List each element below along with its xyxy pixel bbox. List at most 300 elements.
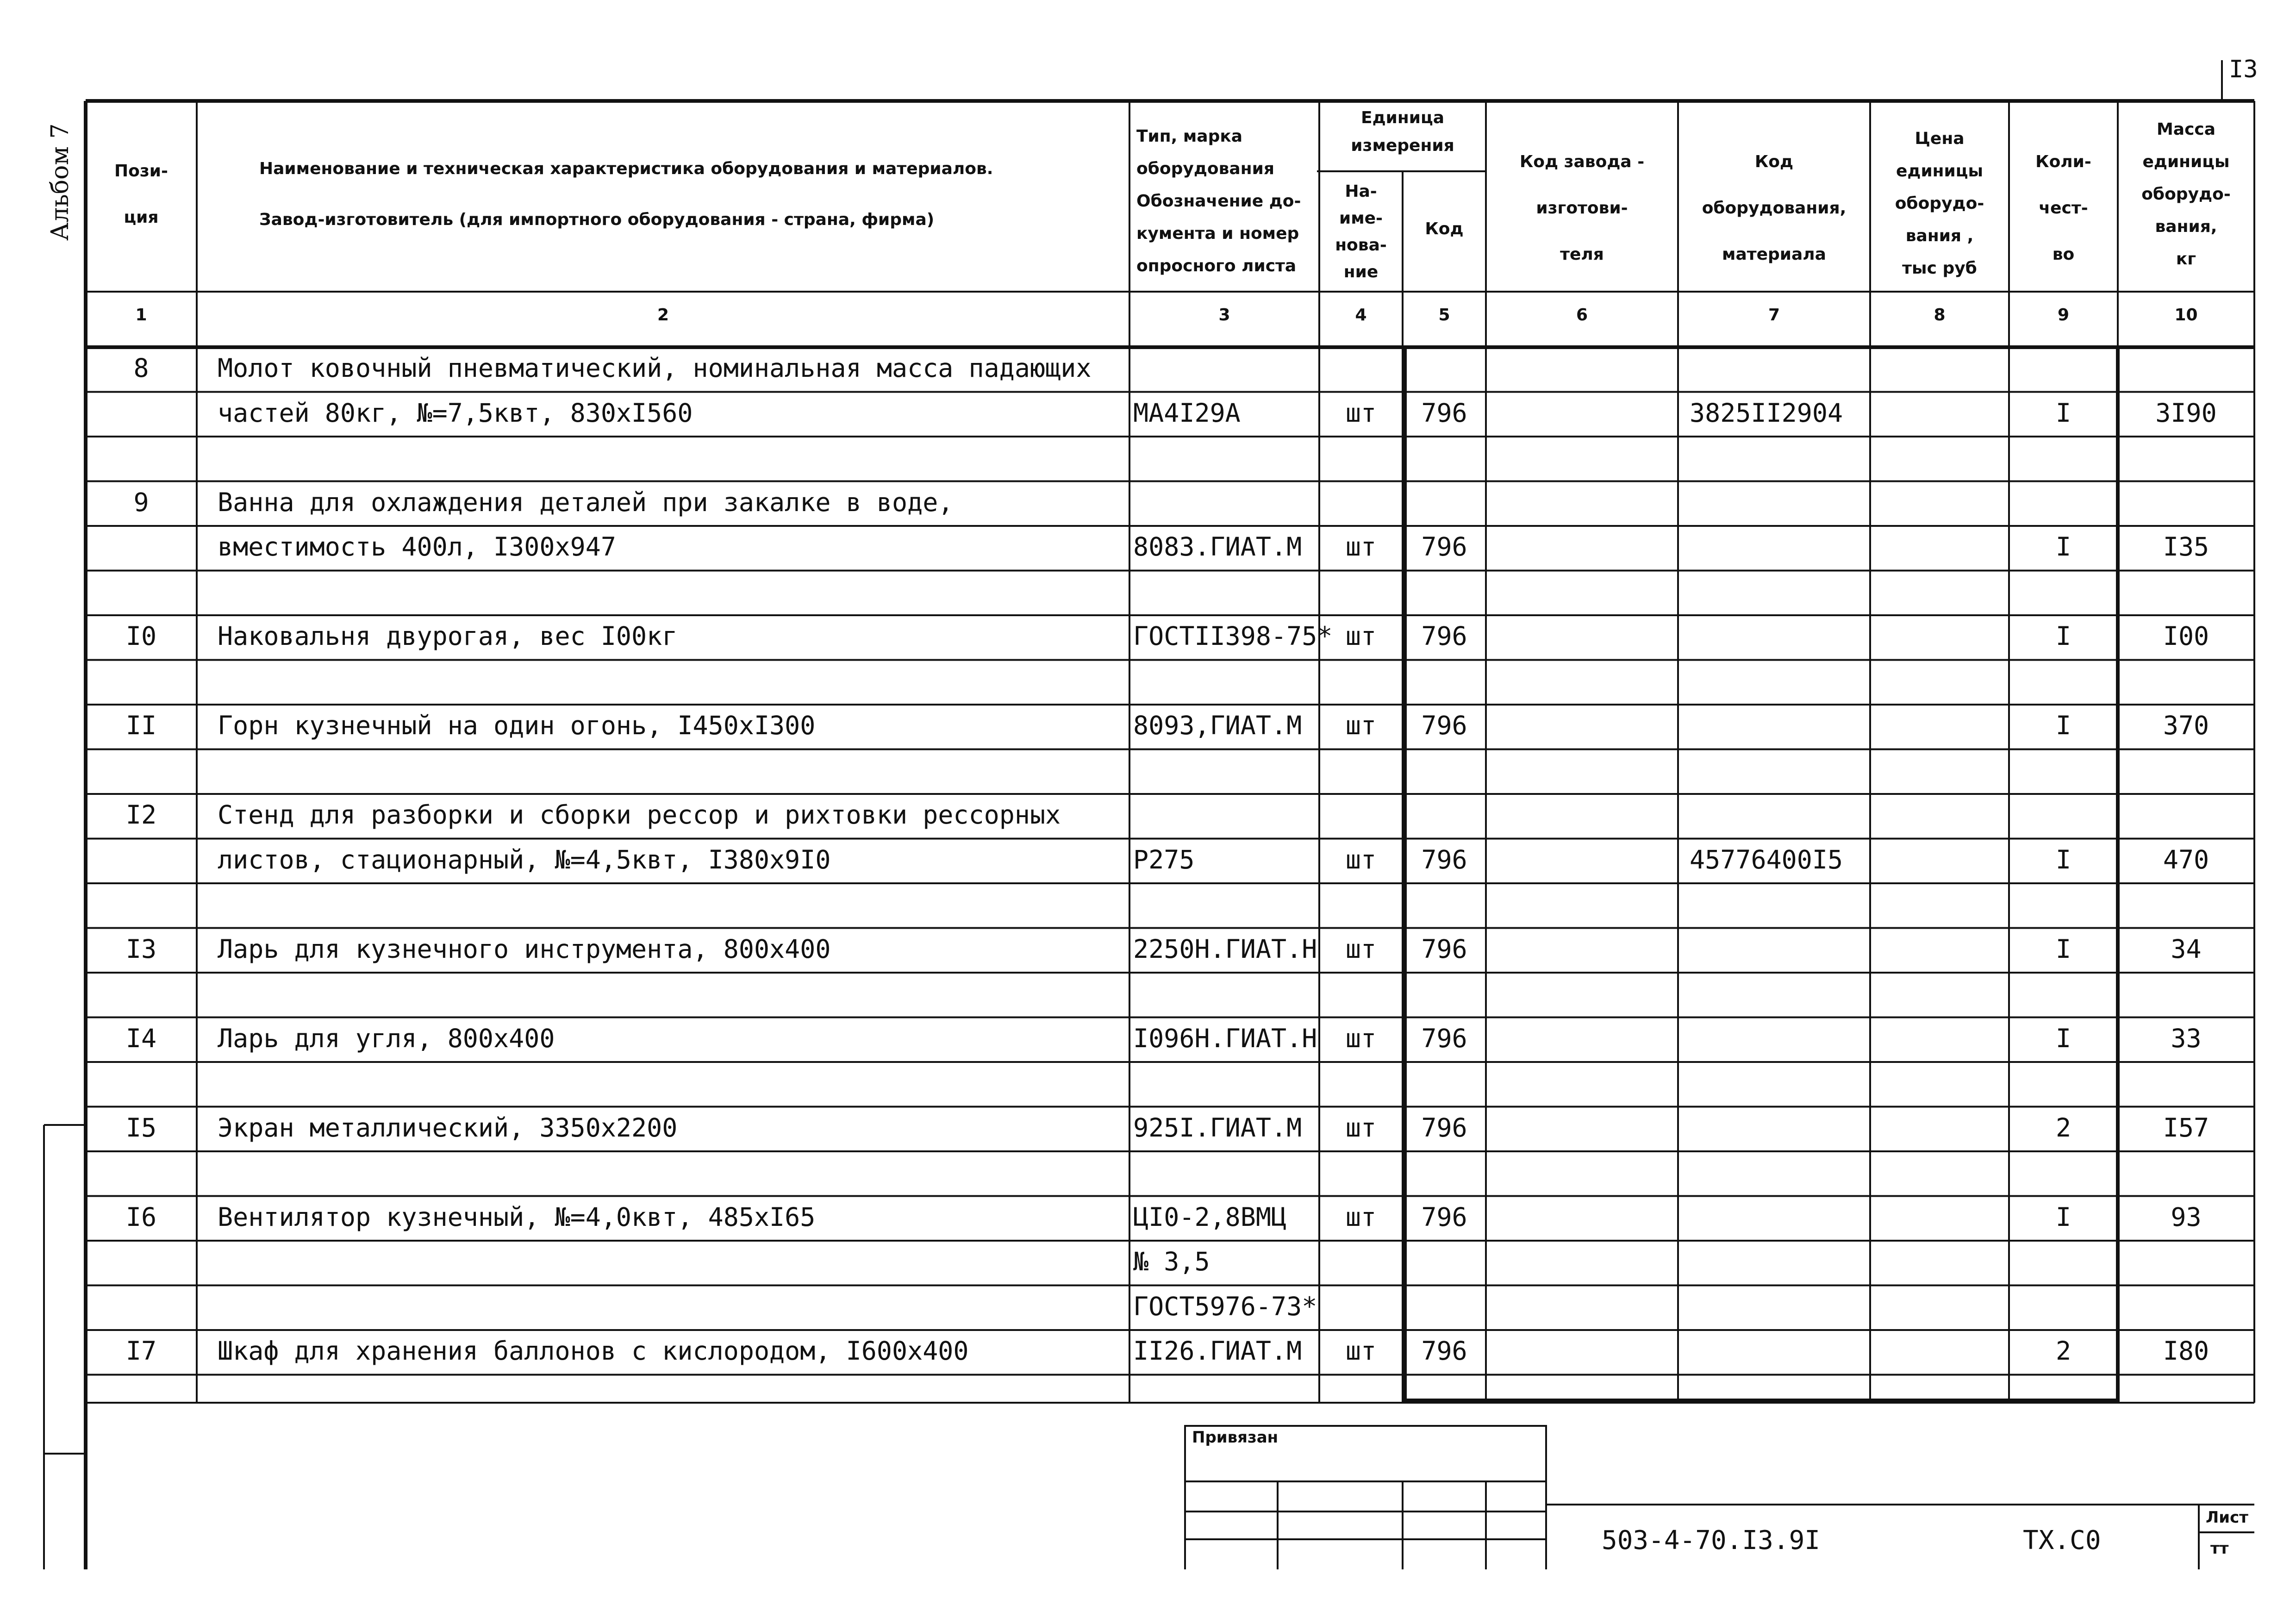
cell-code: 796 — [1421, 844, 1467, 874]
cell-factory — [1486, 1194, 1678, 1240]
cell-pos: I6 — [125, 1202, 157, 1232]
header-unit-group-line: измерения — [1351, 136, 1454, 155]
cell-name — [218, 1373, 1125, 1418]
linked-label: Привязан — [1192, 1428, 1279, 1447]
cell-equip-code: 3825II2904 — [1690, 398, 1843, 428]
header-unit-name-line: На- — [1345, 182, 1377, 201]
cell-mass: 370 — [2163, 711, 2209, 740]
cell-equip-code — [1690, 1239, 1868, 1284]
cell-unit: шт — [1345, 1023, 1377, 1053]
cell-mass: 93 — [2171, 1202, 2202, 1232]
cell-equip-code — [1690, 1016, 1868, 1061]
cell-price — [1870, 881, 2009, 927]
cell-name: Стенд для разборки и сборки рессор и рихтовки рессорных — [218, 800, 1061, 830]
cell-code — [1403, 971, 1486, 1016]
cell-code: 796 — [1421, 1202, 1467, 1232]
cell-pos — [86, 658, 197, 704]
cell-type: 925I.ГИАТ.М — [1133, 1112, 1302, 1143]
cell-type: МА4I29А — [1133, 398, 1241, 428]
col-number-10: 10 — [2174, 306, 2198, 325]
cell-mass — [2118, 569, 2254, 614]
cell-pos: 8 — [133, 353, 149, 383]
cell-factory — [1486, 1149, 1678, 1195]
header-quantity-line: во — [2052, 245, 2075, 264]
cell-unit — [1319, 881, 1403, 927]
cell-price — [1870, 1284, 2009, 1329]
cell-unit: шт — [1345, 711, 1377, 740]
cell-equip-code — [1690, 1149, 1868, 1195]
cell-type — [1133, 792, 1318, 837]
cell-factory — [1486, 480, 1678, 525]
header-price-line: Цена — [1915, 129, 1965, 148]
cell-type: 2250Н.ГИАТ.Н — [1133, 934, 1317, 964]
cell-type: Р275 — [1133, 844, 1195, 874]
cell-price — [1870, 1016, 2009, 1061]
header-price-line: оборудо- — [1895, 194, 1984, 213]
cell-price — [1870, 1105, 2009, 1150]
cell-unit — [1319, 345, 1403, 391]
cell-code — [1403, 1239, 1486, 1284]
cell-unit — [1319, 1239, 1403, 1284]
cell-pos — [86, 1149, 197, 1195]
cell-name: Наковальня двурогая, вес I00кг — [218, 621, 678, 651]
header-mass-line: Масса — [2156, 120, 2216, 139]
cell-pos — [86, 524, 197, 569]
header-factory-code-line: теля — [1560, 245, 1604, 264]
cell-name: листов, стационарный, №=4,5квт, I380х9I0 — [218, 844, 831, 874]
cell-name: Экран металлический, 3350х2200 — [218, 1112, 678, 1143]
cell-code — [1403, 345, 1486, 391]
cell-name: Вентилятор кузнечный, №=4,0квт, 485хI65 — [218, 1202, 816, 1232]
cell-equip-code: 45776400I5 — [1690, 844, 1843, 874]
cell-pos — [86, 837, 197, 882]
cell-unit — [1319, 480, 1403, 525]
cell-pos: I0 — [125, 621, 157, 651]
cell-unit: шт — [1345, 1202, 1377, 1232]
document-code: 503-4-70.I3.9I — [1602, 1525, 1821, 1555]
cell-qty — [2009, 792, 2118, 837]
header-unit-group-line: Единица — [1361, 108, 1444, 127]
cell-type — [1133, 569, 1318, 614]
cell-pos — [86, 1239, 197, 1284]
cell-name: частей 80кг, №=7,5квт, 830хI560 — [218, 398, 693, 428]
cell-mass — [2118, 1284, 2254, 1329]
cell-code: 796 — [1421, 532, 1467, 562]
cell-name: Молот ковочный пневматический, номинальная масса падающих — [218, 353, 1092, 383]
cell-pos — [86, 748, 197, 793]
cell-unit: шт — [1345, 844, 1377, 874]
album-label: Альбом 7 — [46, 123, 74, 241]
cell-price — [1870, 1373, 2009, 1418]
cell-mass: I00 — [2163, 621, 2209, 651]
header-price-line: вания , — [1905, 226, 1974, 245]
cell-qty: I — [2055, 398, 2071, 428]
header-quantity-line: чест- — [2039, 199, 2088, 218]
cell-qty: I — [2055, 532, 2071, 562]
cell-code: 796 — [1421, 711, 1467, 740]
cell-factory — [1486, 1016, 1678, 1061]
cell-factory — [1486, 390, 1678, 436]
cell-qty — [2009, 569, 2118, 614]
cell-factory — [1486, 345, 1678, 391]
cell-mass — [2118, 748, 2254, 793]
header-type-line: кумента и номер — [1136, 224, 1299, 243]
cell-qty — [2009, 1284, 2118, 1329]
cell-type — [1133, 345, 1318, 391]
cell-factory — [1486, 1284, 1678, 1329]
cell-type — [1133, 1149, 1318, 1195]
header-equipment-code-line: Код — [1754, 152, 1794, 171]
cell-unit: шт — [1345, 621, 1377, 651]
cell-equip-code — [1690, 613, 1868, 659]
cell-price — [1870, 748, 2009, 793]
cell-factory — [1486, 1239, 1678, 1284]
cell-mass — [2118, 881, 2254, 927]
cell-type: ГОСТ5976-73* — [1133, 1291, 1317, 1321]
header-type-line: опросного листа — [1136, 256, 1297, 275]
cell-pos: I5 — [125, 1112, 157, 1143]
cell-unit — [1319, 1149, 1403, 1195]
cell-code — [1403, 1373, 1486, 1418]
cell-code — [1403, 480, 1486, 525]
cell-qty: 2 — [2055, 1112, 2071, 1143]
sheet-label: Лист — [2206, 1508, 2248, 1527]
cell-equip-code — [1690, 881, 1868, 927]
header-factory-code-line: изготови- — [1536, 199, 1628, 218]
col-number-4: 4 — [1355, 306, 1367, 325]
cell-qty — [2009, 658, 2118, 704]
cell-pos — [86, 569, 197, 614]
header-price — [1870, 123, 2009, 285]
header-unit-name — [1319, 178, 1403, 286]
cell-equip-code — [1690, 569, 1868, 614]
cell-qty — [2009, 345, 2118, 391]
header-unit-name-line: ние — [1343, 262, 1379, 281]
cell-factory — [1486, 1060, 1678, 1106]
cell-unit — [1319, 569, 1403, 614]
cell-type — [1133, 1060, 1318, 1106]
cell-unit — [1319, 1284, 1403, 1329]
cell-equip-code — [1690, 1373, 1868, 1418]
cell-code: 796 — [1421, 934, 1467, 964]
header-mass — [2118, 113, 2254, 275]
header-position-line: ция — [124, 208, 159, 227]
cell-price — [1870, 792, 2009, 837]
cell-type — [1133, 748, 1318, 793]
cell-name — [218, 1284, 1125, 1329]
cell-unit — [1319, 748, 1403, 793]
header-equipment-code-line: оборудования, — [1702, 199, 1847, 218]
cell-price — [1870, 390, 2009, 436]
cell-factory — [1486, 792, 1678, 837]
cell-price — [1870, 971, 2009, 1016]
cell-type: ГОСТII398-75* — [1133, 621, 1333, 651]
cell-factory — [1486, 613, 1678, 659]
cell-code: 796 — [1421, 1112, 1467, 1143]
header-unit-name-line: нова- — [1335, 236, 1387, 255]
cell-factory — [1486, 748, 1678, 793]
cell-factory — [1486, 569, 1678, 614]
cell-unit: шт — [1345, 1336, 1377, 1366]
col-number-6: 6 — [1576, 306, 1588, 325]
cell-qty — [2009, 971, 2118, 1016]
cell-type — [1133, 480, 1318, 525]
cell-code: 796 — [1421, 621, 1467, 651]
cell-factory — [1486, 435, 1678, 480]
cell-code — [1403, 748, 1486, 793]
cell-price — [1870, 435, 2009, 480]
cell-pos: I7 — [125, 1336, 157, 1366]
cell-name — [218, 658, 1125, 704]
cell-type — [1133, 881, 1318, 927]
header-type — [1136, 120, 1317, 282]
cell-mass: I35 — [2163, 532, 2209, 562]
col-number-5: 5 — [1438, 306, 1450, 325]
cell-factory — [1486, 1373, 1678, 1418]
cell-name — [218, 435, 1125, 480]
cell-mass: 33 — [2171, 1023, 2202, 1053]
header-unit-group — [1319, 104, 1486, 160]
cell-qty — [2009, 748, 2118, 793]
cell-pos: 9 — [133, 487, 149, 517]
cell-mass — [2118, 1149, 2254, 1195]
cell-code — [1403, 1149, 1486, 1195]
cell-qty: 2 — [2055, 1336, 2071, 1366]
cell-code — [1403, 1060, 1486, 1106]
cell-code — [1403, 1284, 1486, 1329]
header-unit-name-line: име- — [1339, 209, 1383, 228]
col-number-8: 8 — [1934, 306, 1946, 325]
cell-price — [1870, 480, 2009, 525]
cell-mass: 470 — [2163, 844, 2209, 874]
cell-qty: I — [2055, 621, 2071, 651]
cell-code: 796 — [1421, 1023, 1467, 1053]
cell-pos: I3 — [125, 934, 157, 964]
header-factory-code-line: Код завода - — [1519, 152, 1645, 171]
cell-qty — [2009, 881, 2118, 927]
cell-factory — [1486, 926, 1678, 972]
cell-unit: шт — [1345, 532, 1377, 562]
cell-type: II26.ГИАТ.М — [1133, 1336, 1302, 1366]
cell-name — [218, 569, 1125, 614]
cell-type — [1133, 1373, 1318, 1418]
cell-factory — [1486, 837, 1678, 882]
cell-pos — [86, 1060, 197, 1106]
cell-name — [218, 1149, 1125, 1195]
cell-name — [218, 971, 1125, 1016]
cell-price — [1870, 569, 2009, 614]
cell-equip-code — [1690, 926, 1868, 972]
cell-name: Шкаф для хранения баллонов с кислородом, I600х400 — [218, 1336, 969, 1366]
cell-code — [1403, 792, 1486, 837]
header-mass-line: единицы — [2142, 152, 2230, 171]
cell-factory — [1486, 524, 1678, 569]
cell-type: № 3,5 — [1133, 1247, 1210, 1276]
header-name-line: Наименование и техническая характеристика оборудования и материалов. — [259, 159, 993, 178]
cell-name: вместимость 400л, I300х947 — [218, 532, 616, 562]
cell-unit — [1319, 1373, 1403, 1418]
cell-code — [1403, 435, 1486, 480]
cell-mass — [2118, 658, 2254, 704]
col-number-7: 7 — [1768, 306, 1780, 325]
cell-equip-code — [1690, 658, 1868, 704]
cell-type: ЦI0-2,8ВМЦ — [1133, 1202, 1287, 1232]
cell-mass — [2118, 792, 2254, 837]
cell-unit — [1319, 435, 1403, 480]
cell-code: 796 — [1421, 398, 1467, 428]
cell-qty — [2009, 1060, 2118, 1106]
header-type-line: Тип, марка — [1136, 127, 1243, 146]
col-number-9: 9 — [2057, 306, 2070, 325]
page-number: I3 — [2229, 56, 2258, 83]
cell-name — [218, 1239, 1125, 1284]
cell-price — [1870, 703, 2009, 748]
cell-factory — [1486, 881, 1678, 927]
cell-equip-code — [1690, 435, 1868, 480]
cell-equip-code — [1690, 1284, 1868, 1329]
cell-factory — [1486, 971, 1678, 1016]
header-factory-code — [1486, 139, 1678, 278]
cell-type — [1133, 971, 1318, 1016]
cell-price — [1870, 837, 2009, 882]
header-quantity — [2009, 139, 2118, 278]
cell-mass — [2118, 480, 2254, 525]
cell-mass: I57 — [2163, 1112, 2209, 1143]
cell-qty: I — [2055, 1202, 2071, 1232]
cell-equip-code — [1690, 1060, 1868, 1106]
cell-equip-code — [1690, 1194, 1868, 1240]
cell-pos — [86, 1284, 197, 1329]
cell-factory — [1486, 658, 1678, 704]
cell-unit: шт — [1345, 1112, 1377, 1143]
header-unit-code-line: Код — [1425, 219, 1464, 238]
cell-pos: I2 — [125, 800, 157, 830]
cell-equip-code — [1690, 792, 1868, 837]
cell-price — [1870, 1239, 2009, 1284]
cell-qty: I — [2055, 844, 2071, 874]
cell-type: 8093,ГИАТ.М — [1133, 711, 1302, 740]
cell-name: Горн кузнечный на один огонь, I450хI300 — [218, 711, 816, 740]
col-number-1: 1 — [135, 306, 147, 325]
cell-code: 796 — [1421, 1336, 1467, 1366]
header-price-line: тыс руб — [1902, 259, 1977, 278]
header-name — [259, 144, 1120, 245]
cell-price — [1870, 1060, 2009, 1106]
cell-price — [1870, 524, 2009, 569]
cell-mass: 34 — [2171, 934, 2202, 964]
cell-price — [1870, 613, 2009, 659]
cell-factory — [1486, 1328, 1678, 1374]
cell-mass: I80 — [2163, 1336, 2209, 1366]
cell-mass — [2118, 1060, 2254, 1106]
cell-equip-code — [1690, 1328, 1868, 1374]
cell-unit — [1319, 658, 1403, 704]
cell-code — [1403, 658, 1486, 704]
cell-pos: II — [125, 711, 157, 740]
cell-price — [1870, 1328, 2009, 1374]
cell-pos — [86, 971, 197, 1016]
cell-pos: I4 — [125, 1023, 157, 1053]
cell-name — [218, 748, 1125, 793]
cell-type: 8083.ГИАТ.М — [1133, 532, 1302, 562]
cell-qty — [2009, 1239, 2118, 1284]
header-type-line: оборудования — [1136, 159, 1274, 178]
cell-price — [1870, 1194, 2009, 1240]
cell-unit — [1319, 792, 1403, 837]
cell-pos — [86, 435, 197, 480]
header-equipment-code — [1678, 139, 1870, 278]
cell-pos — [86, 390, 197, 436]
cell-equip-code — [1690, 1105, 1868, 1150]
cell-name: Ларь для кузнечного инструмента, 800х400 — [218, 934, 831, 964]
cell-unit: шт — [1345, 398, 1377, 428]
col-number-2: 2 — [657, 306, 669, 325]
header-type-line: Обозначение до- — [1136, 192, 1301, 211]
cell-unit: шт — [1345, 934, 1377, 964]
cell-equip-code — [1690, 480, 1868, 525]
cell-qty: I — [2055, 934, 2071, 964]
cell-code — [1403, 881, 1486, 927]
header-position — [88, 148, 194, 241]
sheet-value: тт — [2210, 1539, 2229, 1558]
header-mass-line: оборудо- — [2141, 185, 2231, 204]
cell-price — [1870, 926, 2009, 972]
cell-price — [1870, 345, 2009, 391]
cell-qty — [2009, 1373, 2118, 1418]
cell-equip-code — [1690, 345, 1868, 391]
cell-type — [1133, 435, 1318, 480]
cell-qty — [2009, 435, 2118, 480]
cell-qty: I — [2055, 1023, 2071, 1053]
cell-name: Ванна для охлаждения деталей при закалке в воде, — [218, 487, 954, 517]
header-equipment-code-line: материала — [1722, 245, 1826, 264]
cell-factory — [1486, 1105, 1678, 1150]
cell-mass — [2118, 345, 2254, 391]
cell-qty — [2009, 480, 2118, 525]
header-name-line: Завод-изготовитель (для импортного оборудования - страна, фирма) — [259, 210, 935, 229]
cell-mass — [2118, 971, 2254, 1016]
cell-factory — [1486, 703, 1678, 748]
cell-name — [218, 881, 1125, 927]
cell-equip-code — [1690, 524, 1868, 569]
cell-pos — [86, 1373, 197, 1418]
cell-mass — [2118, 1373, 2254, 1418]
cell-equip-code — [1690, 748, 1868, 793]
col-number-3: 3 — [1218, 306, 1230, 325]
cell-code — [1403, 569, 1486, 614]
cell-qty: I — [2055, 711, 2071, 740]
header-mass-line: вания, — [2155, 217, 2217, 236]
cell-unit — [1319, 971, 1403, 1016]
cell-mass: 3I90 — [2155, 398, 2217, 428]
header-position-line: Пози- — [114, 162, 168, 181]
cell-mass — [2118, 1239, 2254, 1284]
cell-name — [218, 1060, 1125, 1106]
cell-price — [1870, 658, 2009, 704]
cell-qty — [2009, 1149, 2118, 1195]
header-unit-code — [1403, 213, 1486, 245]
cell-price — [1870, 1149, 2009, 1195]
cell-pos — [86, 881, 197, 927]
cell-equip-code — [1690, 971, 1868, 1016]
document-mark: ТХ.С0 — [2023, 1525, 2101, 1555]
cell-equip-code — [1690, 703, 1868, 748]
header-mass-line: кг — [2176, 250, 2196, 269]
cell-mass — [2118, 435, 2254, 480]
header-quantity-line: Коли- — [2035, 152, 2091, 171]
cell-unit — [1319, 1060, 1403, 1106]
cell-type — [1133, 658, 1318, 704]
